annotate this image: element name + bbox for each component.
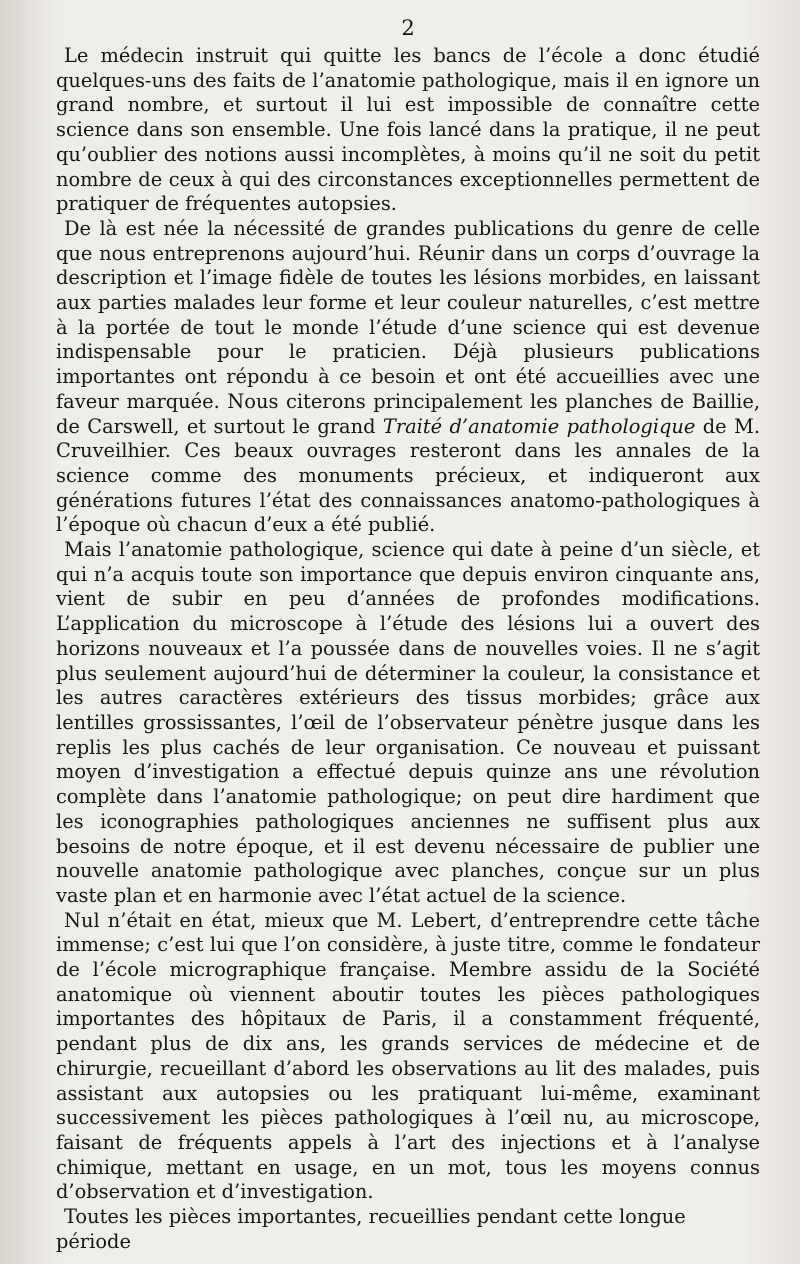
paragraph-1: Le médecin instruit qui quitte les bancs de l’école a donc étudié quelques-uns des faits de l’anatomie pathologique, mais il en ignore un grand nombre, et surtout il lui est impossible de connaître cette science dans son ensemble. Une fois lancé dans la pratique, il ne peut qu’oublier des notions aussi incomplètes, à moins qu’il ne soit du petit nombre de ceux à qui des circonstances exceptionnelles permettent de pratiquer de fréquentes autopsies. [56,44,760,216]
paragraph-2-after: de M. Cruveilhier. Ces beaux ouvrages resteront dans les annales de la science comme des monuments précieux, et indiqueront aux générations futures l’état des connaissances anatomo-pathologiques à l’époque où chacun d’eux a été publié. [56,414,761,537]
paragraph-5: Toutes les pièces importantes, recueillies pendant cette longue période [56,1205,686,1253]
paragraph-4: Nul n’était en état, mieux que M. Lebert, d’entreprendre cette tâche immense; c’est lui que l’on considère, à juste titre, comme le fondateur de l’école micrographique française. Membre assidu de la Société anatomique où viennent aboutir toutes les pièces pathologiques importantes des hôpitaux de Paris, il a constamment fréquenté, pendant plus de dix ans, les grands services de médecine et de chirurgie, recueillant d’abord les observations au lit des malades, puis assistant aux autopsies ou les pratiquant lui-même, examinant successivement les pièces pathologiques à l’œil nu, au microscope, faisant de fréquents appels à l’art des injections et à l’analyse chimique, mettant en usage, en un mot, tous les moyens connus d’observation et d’investigation. [56,908,760,1204]
book-title-italic: Traité d’anatomie pathologique [382,414,696,438]
paragraph-2-before: De là est née la nécessité de grandes publications du genre de celle que nous entreprenons aujourd’hui. Réunir dans un corps d’ouvrage la description et l’image fidèle de toutes les lésions morbides, en laissant aux parties malades leur forme et leur couleur naturelles, c’est mettre à la portée de tout le monde l’étude d’une science qui est devenue indispensable pour le praticien. Déjà plusieurs publications importantes ont répondu à ce besoin et ont été accueillies avec une faveur marquée. Nous citerons principalement les planches de Baillie, de Carswell, et surtout le grand [56,216,760,438]
paragraph-3: Mais l’anatomie pathologique, science qui date à peine d’un siècle, et qui n’a acquis toute son importance que depuis environ cinquante ans, vient de subir en peu d’années de profondes modifications. L’application du microscope à l’étude des lésions lui a ouvert des horizons nouveaux et l’a poussée dans de nouvelles voies. Il ne s’agit plus seulement aujourd’hui de déterminer la couleur, la consistance et les autres caractères extérieurs des tissus morbides; grâce aux lentilles grossissantes, l’œil de l’observateur pénètre jusque dans les replis les plus cachés de leur organisation. Ce nouveau et puissant moyen d’investigation a effectué depuis quinze ans une révolution complète dans l’anatomie pathologique; on peut dire hardiment que les iconographies pathologiques anciennes ne suffisent plus aux besoins de notre époque, et il est devenu nécessaire de publier une nouvelle anatomie pathologique avec planches, conçue sur un plus vaste plan et en harmonie avec l’état actuel de la science. [56,538,760,907]
paragraph-2 [56,217,760,538]
page-number: 2 [401,16,415,40]
